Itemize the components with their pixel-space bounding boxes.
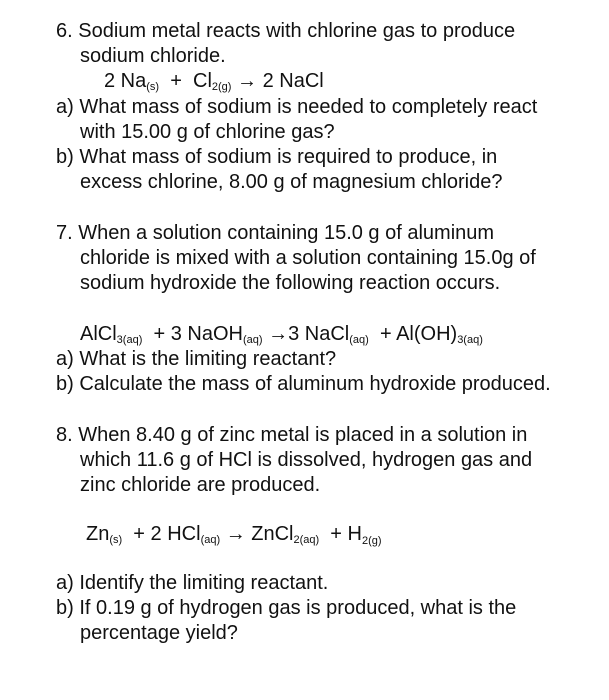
- q8-eq-reactant-1: Zn: [86, 523, 110, 545]
- q6-prompt-line-1: 6. Sodium metal reacts with chlorine gas to produce: [56, 20, 516, 42]
- q8-part-b-line-2: percentage yield?: [80, 622, 238, 644]
- q8-eq-state-2: (aq): [200, 534, 221, 546]
- q7-eq-state-2: (aq): [242, 334, 263, 346]
- q7-prompt-line-2: chloride is mixed with a solution containing 15.0g of: [80, 247, 536, 269]
- q7-eq-arrow: →: [268, 323, 289, 345]
- q8-eq-state-3: 2(aq): [293, 534, 320, 546]
- q6-prompt-line-2: sodium chloride.: [80, 45, 226, 67]
- q7-part-b: b) Calculate the mass of aluminum hydroxide produced.: [56, 373, 551, 395]
- q8-eq-arrow: →: [225, 523, 246, 545]
- q6-eq-plus: +: [170, 70, 182, 92]
- q6-part-b-line-2: excess chlorine, 8.00 g of magnesium chloride?: [80, 171, 503, 193]
- q7-eq-state-1: 3(aq): [116, 334, 143, 346]
- q7-eq-reactant-2: 3 NaOH: [170, 323, 243, 345]
- q7-eq-state-3: (aq): [349, 334, 369, 346]
- q8-prompt-line-3: zinc chloride are produced.: [80, 474, 321, 496]
- q8-eq-reactant-2: 2 HCl: [150, 523, 201, 545]
- q8-eq-plus-1: +: [133, 523, 145, 545]
- q6-eq-reactant-2: Cl: [193, 70, 212, 92]
- q6-eq-product: 2 NaCl: [262, 70, 324, 92]
- q7-prompt-line-1: 7. When a solution containing 15.0 g of aluminum: [56, 222, 495, 244]
- q6-part-a-line-1: a) What mass of sodium is needed to completely react: [56, 96, 538, 118]
- q7-prompt-line-3: sodium hydroxide the following reaction occurs.: [80, 272, 501, 294]
- q8-eq-plus-2: +: [330, 523, 342, 545]
- q8-eq-state-4: 2(g): [362, 535, 382, 547]
- q6-eq-arrow: →: [237, 70, 258, 92]
- q7-eq-reactant-1: AlCl: [80, 323, 117, 345]
- q8-part-b-line-1: b) If 0.19 g of hydrogen gas is produced, what is the: [56, 597, 517, 619]
- q7-part-a: a) What is the limiting reactant?: [56, 348, 337, 370]
- q6-eq-state-2: 2(g): [211, 81, 232, 93]
- q8-eq-product-2: H: [347, 523, 362, 545]
- q7-eq-product-1: 3 NaCl: [288, 323, 350, 345]
- q8-part-a: a) Identify the limiting reactant.: [56, 572, 329, 594]
- q8-prompt-line-2: which 11.6 g of HCl is dissolved, hydrogen gas and: [80, 449, 533, 471]
- q8-eq-product-1: ZnCl: [251, 523, 294, 545]
- q6-eq-state-1: (s): [146, 81, 160, 93]
- q8-eq-state-1: (s): [109, 534, 123, 546]
- q8-prompt-line-1: 8. When 8.40 g of zinc metal is placed in a solution in: [56, 424, 528, 446]
- q7-eq-state-4: 3(aq): [457, 334, 483, 346]
- q6-part-a-line-2: with 15.00 g of chlorine gas?: [80, 121, 335, 143]
- q7-eq-product-2: Al(OH): [396, 323, 458, 345]
- q7-eq-plus-1: +: [153, 323, 166, 345]
- q6-eq-reactant-1: 2 Na: [104, 70, 147, 92]
- q8-equation: [86, 522, 382, 554]
- q6-part-b-line-1: b) What mass of sodium is required to produce, in: [56, 146, 498, 168]
- q7-eq-plus-2: +: [379, 323, 392, 345]
